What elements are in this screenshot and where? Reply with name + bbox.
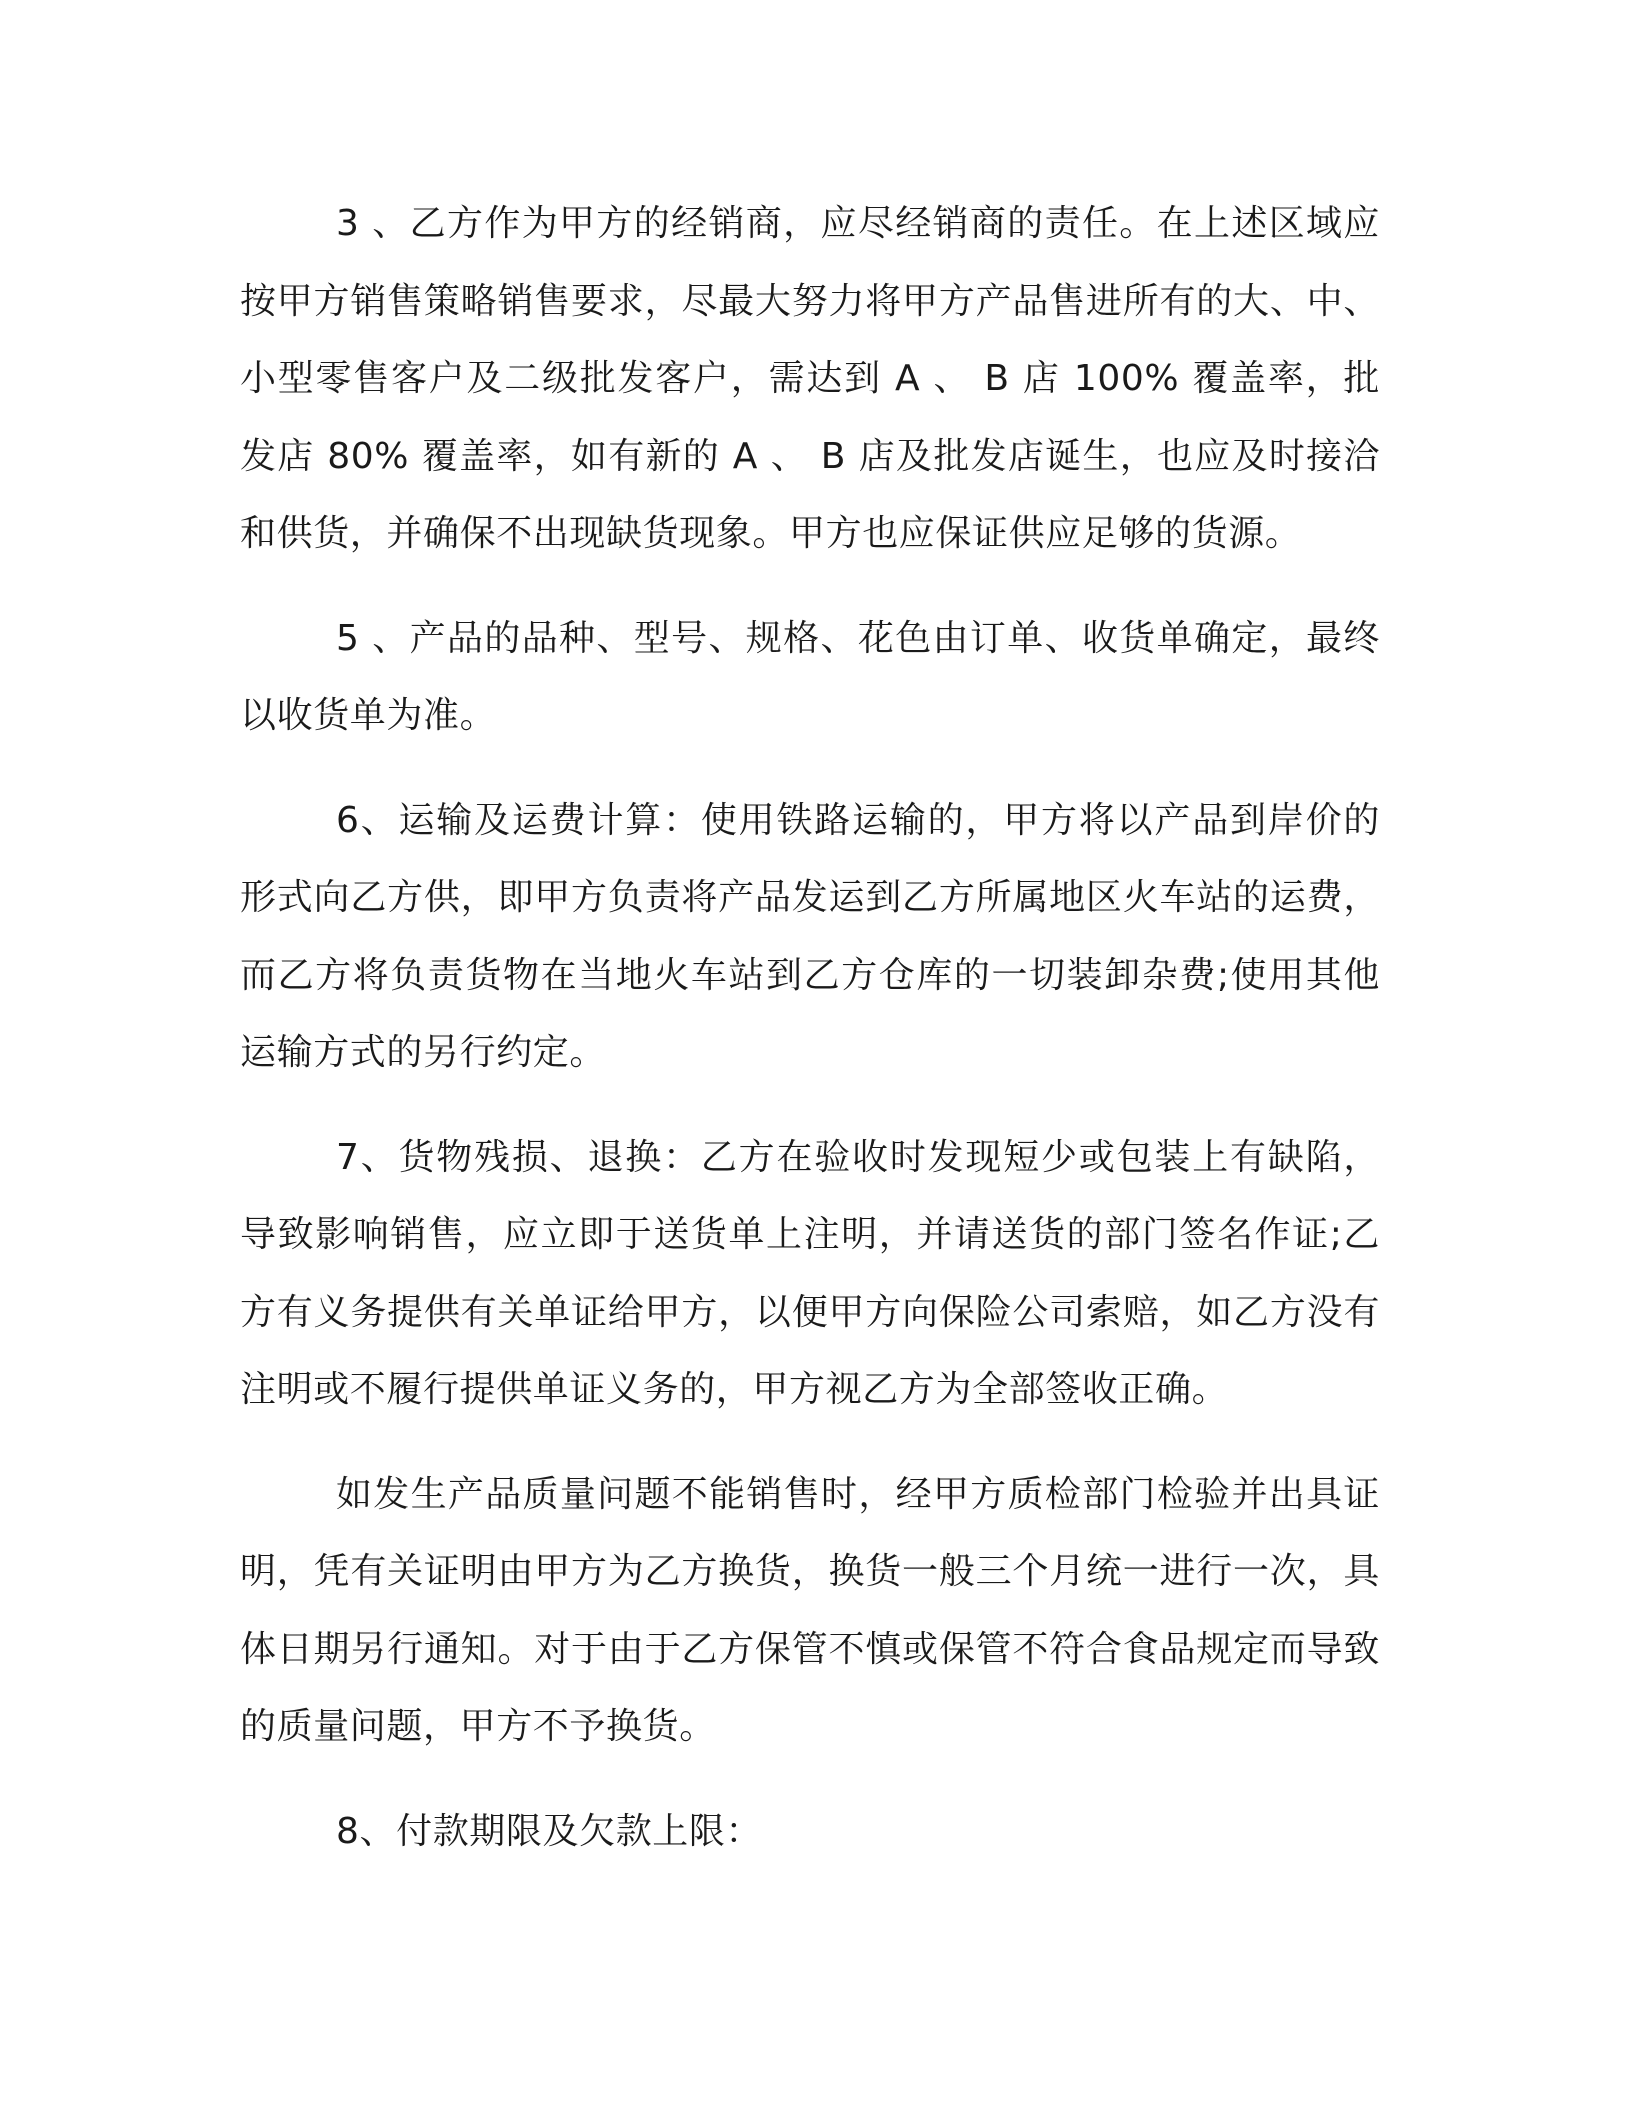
clause-8-heading: 8、付款期限及欠款上限： xyxy=(336,1810,763,1852)
clause-5-paragraph: 5 、产品的品种、型号、规格、花色由订单、收货单确定，最终以收货单为准。 xyxy=(240,617,1380,736)
clause-6-paragraph: 6、运输及运费计算：使用铁路运输的，甲方将以产品到岸价的形式向乙方供，即甲方负责将产品发运到乙方所属地区火车站的运费，而乙方将负责货物在当地火车站到乙方仓库的一切装卸杂费;使用其他运输方式的另行约定。 xyxy=(240,799,1380,1073)
clause-7-paragraph: 7、货物残损、退换：乙方在验收时发现短少或包装上有缺陷，导致影响销售，应立即于送货单上注明，并请送货的部门签名作证;乙方有义务提供有关单证给甲方，以便甲方向保险公司索赔，如乙方没有注明或不履行提供单证义务的，甲方视乙方为全部签收正确。 xyxy=(240,1136,1380,1410)
document-body xyxy=(240,185,1380,1870)
clause-3-paragraph: 3 、乙方作为甲方的经销商，应尽经销商的责任。在上述区域应按甲方销售策略销售要求，尽最大努力将甲方产品售进所有的大、中、小型零售客户及二级批发客户，需达到 A 、 B 店 100% 覆盖率，批发店 80% 覆盖率，如有新的 A 、 B 店及批发店诞生，也应及时接洽和供货，并确保不出现缺货现象。甲方也应保证供应足够的货源。 xyxy=(240,203,1380,554)
quality-exchange-paragraph: 如发生产品质量问题不能销售时，经甲方质检部门检验并出具证明，凭有关证明由甲方为乙方换货，换货一般三个月统一进行一次，具体日期另行通知。对于由于乙方保管不慎或保管不符合食品规定而导致的质量问题，甲方不予换货。 xyxy=(240,1473,1380,1747)
